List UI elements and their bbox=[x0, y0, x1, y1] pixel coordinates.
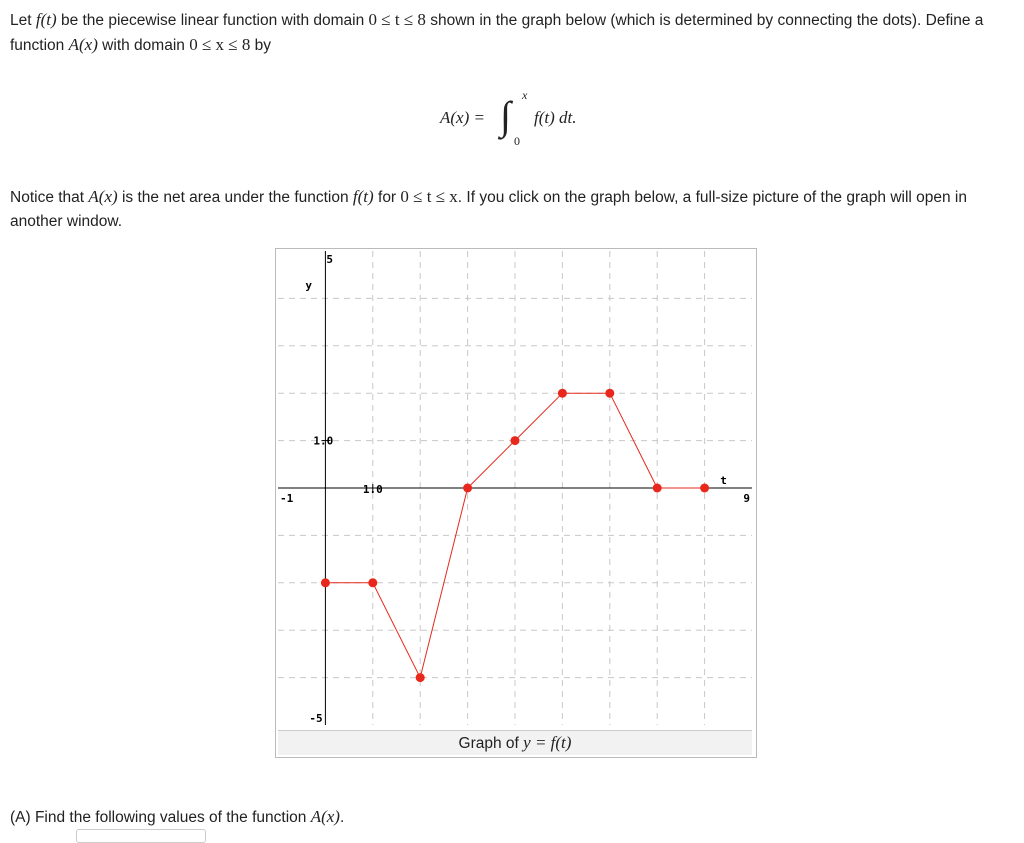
data-point bbox=[700, 484, 709, 493]
data-point bbox=[558, 389, 567, 398]
intro-paragraph: Let f(t) be the piecewise linear function with domain 0 ≤ t ≤ 8 shown in the graph below (which is determined by connecting the dots). Define a function A(x) with domain 0 ≤ x ≤ 8 by bbox=[10, 10, 984, 54]
x-tick-label: 1.0 bbox=[362, 483, 383, 496]
graph-plot[interactable] bbox=[278, 251, 752, 725]
y-axis-label: y bbox=[305, 279, 313, 292]
data-point bbox=[653, 484, 662, 493]
graph-caption: Graph of y = f(t) bbox=[278, 730, 752, 755]
data-point bbox=[368, 578, 377, 587]
y-max-label: 5 bbox=[326, 253, 334, 266]
formula-lhs: A(x) = bbox=[440, 108, 485, 127]
integral-upper-limit: x bbox=[522, 88, 528, 102]
question-a: (A) Find the following values of the function A(x). bbox=[10, 807, 345, 826]
data-point bbox=[321, 578, 330, 587]
notice-paragraph: Notice that A(x) is the net area under the function f(t) for 0 ≤ t ≤ x. If you click on the graph below, a full-size picture of the graph will open in another window. bbox=[10, 187, 967, 230]
integrand: f(t) dt. bbox=[534, 108, 577, 127]
y-min-label: -5 bbox=[309, 712, 323, 725]
y-tick-label: 1.0 bbox=[313, 434, 334, 448]
graph-figure[interactable] bbox=[275, 248, 757, 758]
integral-lower-limit: 0 bbox=[514, 134, 520, 148]
data-point bbox=[463, 484, 472, 493]
t-axis-label: t bbox=[720, 474, 727, 487]
x-min-label: -1 bbox=[280, 492, 294, 505]
data-point bbox=[511, 436, 520, 445]
integral-formula bbox=[440, 88, 640, 156]
integral-sign: ∫ bbox=[500, 93, 511, 138]
x-max-label: 9 bbox=[743, 492, 750, 505]
data-point bbox=[605, 389, 614, 398]
answer-input-box[interactable] bbox=[76, 829, 206, 843]
data-point bbox=[416, 673, 425, 682]
